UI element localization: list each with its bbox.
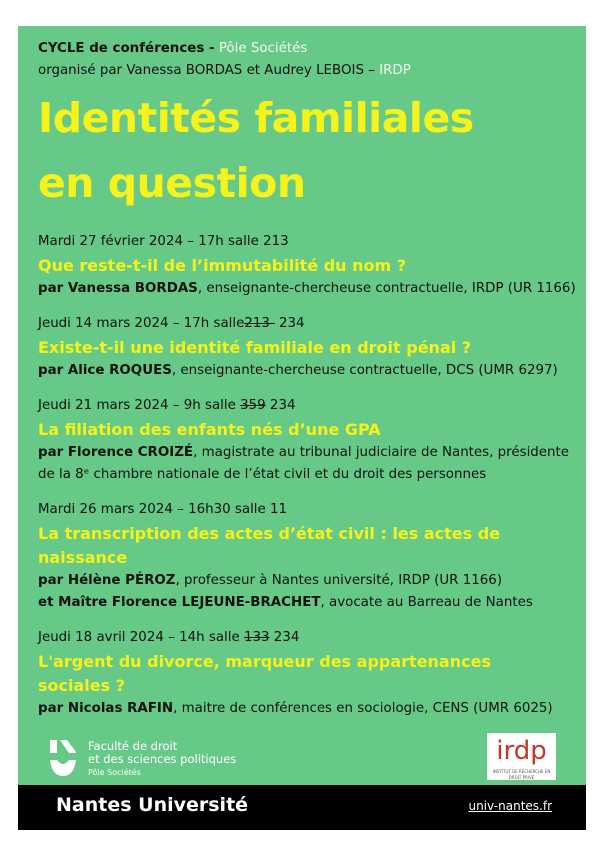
- session-date: [38, 626, 578, 650]
- speaker: [38, 360, 578, 382]
- session: [38, 394, 578, 498]
- speaker: [38, 698, 578, 720]
- organizer-text: organisé par Vanessa BORDAS et Audrey LEBOIS –: [38, 63, 375, 78]
- irdp-logo: [487, 733, 556, 780]
- session-date: [38, 312, 578, 336]
- main-title: [38, 86, 578, 216]
- speaker-name: par Alice ROQUES: [38, 363, 172, 378]
- cycle-label: CYCLE de conférences -: [38, 41, 215, 56]
- faculty-name: Faculté de droit: [88, 739, 178, 753]
- date-text: Jeudi 18 avril 2024 – 14h salle: [38, 630, 244, 645]
- date-text: Mardi 26 mars 2024 – 16h30 salle 11: [38, 502, 288, 517]
- cycle-line: [38, 38, 578, 60]
- pole-label: Pôle Sociétés: [218, 41, 308, 56]
- speaker: [38, 570, 578, 592]
- irdp-logo-text: irdp: [496, 736, 547, 766]
- talk-title: Existe-t-il une identité familiale en droit pénal ?: [38, 338, 472, 357]
- title-line: en question: [38, 159, 306, 207]
- faculty-name: et des sciences politiques: [88, 752, 237, 766]
- date-text: Jeudi 14 mars 2024 – 17h salle: [38, 316, 245, 331]
- poster-content: [38, 38, 578, 732]
- old-room: 133: [243, 630, 270, 645]
- session-date: [38, 498, 578, 522]
- speaker-name: par Nicolas RAFIN: [38, 701, 174, 716]
- irdp-label: IRDP: [379, 63, 411, 78]
- university-name: Nantes Université: [56, 794, 249, 816]
- date-text: Mardi 27 février 2024 – 17h salle 213: [38, 234, 289, 249]
- speaker-desc: , avocate au Barreau de Nantes: [320, 595, 533, 610]
- title-line: Identités familiales: [38, 94, 474, 142]
- speaker-desc: , enseignante-chercheuse contractuelle, IRDP (UR 1166): [197, 281, 576, 296]
- new-room: 234: [265, 398, 296, 413]
- speaker-name: par Vanessa BORDAS: [38, 281, 198, 296]
- session: [38, 230, 578, 312]
- talk-title: sociales ?: [38, 676, 125, 695]
- speaker-desc: , magistrate au tribunal judiciaire de Nantes, présidente: [193, 445, 570, 460]
- speaker: [38, 592, 578, 614]
- date-text: Jeudi 21 mars 2024 – 9h salle: [38, 398, 241, 413]
- talk-title: La filiation des enfants nés d’une GPA: [38, 420, 381, 439]
- talk-title: L'argent du divorce, marqueur des appartenances: [38, 652, 491, 671]
- faculty-pole: Pôle Sociétés: [88, 768, 141, 777]
- old-room: 359: [240, 398, 266, 413]
- session: [38, 626, 578, 732]
- session-date: [38, 230, 578, 254]
- organizer-line: [38, 60, 578, 82]
- speaker-desc: , professeur à Nantes université, IRDP (UR 1166): [175, 573, 503, 588]
- footer-band: [18, 785, 586, 830]
- speaker-name: et Maître Florence LEJEUNE-BRACHET: [38, 595, 321, 610]
- talk-title: La transcription des actes d’état civil : les actes de: [38, 524, 501, 543]
- speaker: [38, 278, 578, 300]
- talk-title: naissance: [38, 548, 128, 567]
- speaker: [38, 442, 578, 464]
- university-link[interactable]: univ-nantes.fr: [468, 799, 552, 813]
- speaker-name: par Hélène PÉROZ: [38, 573, 176, 588]
- speaker-desc: , maitre de conférences en sociologie, CENS (UMR 6025): [173, 701, 553, 716]
- session: [38, 498, 578, 626]
- session-list: [38, 230, 578, 732]
- faculty-logo: [48, 740, 236, 779]
- speaker-desc: , enseignante-chercheuse contractuelle, DCS (UMR 6297): [171, 363, 558, 378]
- new-room: 234: [274, 316, 305, 331]
- session-date: [38, 394, 578, 418]
- session: [38, 312, 578, 394]
- irdp-logo-sub: INSTITUT DE RECHERCHE EN DROIT PRIVÉ: [492, 769, 551, 780]
- speaker-desc: de la 8ᵉ chambre nationale de l’état civil et du droit des personnes: [38, 467, 487, 482]
- nantes-logo-icon: [48, 740, 78, 776]
- old-room: 213-: [244, 316, 275, 331]
- talk-title: Que reste-t-il de l’immutabilité du nom ?: [38, 256, 407, 275]
- new-room: 234: [269, 630, 300, 645]
- speaker-name: par Florence CROIZÉ: [38, 445, 194, 460]
